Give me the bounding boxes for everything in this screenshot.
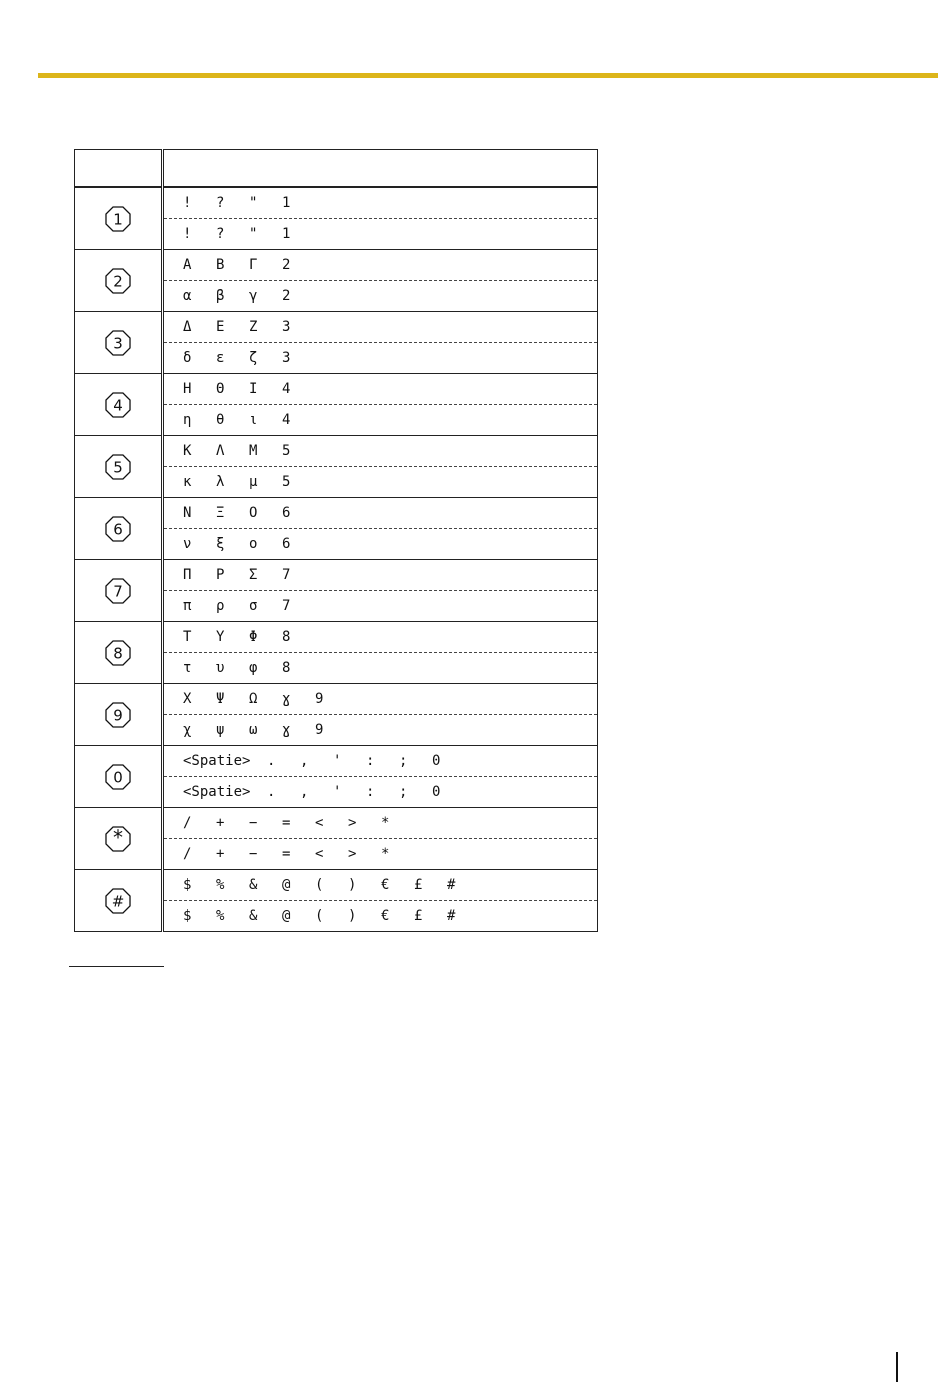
character: Ζ (249, 319, 258, 335)
character: 1 (282, 226, 291, 242)
character: Χ (183, 691, 192, 707)
character: μ (249, 474, 258, 490)
table-row (75, 560, 598, 622)
character: Ρ (216, 567, 225, 583)
character: φ (249, 660, 258, 676)
character: # (447, 877, 456, 893)
key-cell (75, 560, 163, 622)
character: 3 (282, 319, 291, 335)
page-edge-mark (896, 1352, 898, 1382)
key-4-icon (103, 390, 133, 420)
character: £ (414, 908, 423, 924)
character: 7 (282, 598, 291, 614)
characters-cell (163, 374, 598, 436)
lowercase-line (164, 529, 597, 559)
key-2-icon (103, 266, 133, 296)
character: ! (183, 195, 192, 211)
key-label: 5 (113, 458, 123, 476)
character: Η (183, 381, 192, 397)
character: υ (216, 660, 225, 676)
character: Τ (183, 629, 192, 645)
key-5-icon (103, 452, 133, 482)
key-label: 7 (113, 582, 123, 600)
character: ' (333, 784, 342, 800)
character: Β (216, 257, 225, 273)
character: − (249, 815, 258, 831)
table-row (75, 250, 598, 312)
character: ɣ (282, 722, 291, 738)
character: 9 (315, 722, 324, 738)
lowercase-line (164, 467, 597, 497)
key-label: 9 (113, 706, 123, 724)
character: = (282, 815, 291, 831)
lowercase-line (164, 901, 597, 931)
character: ν (183, 536, 192, 552)
character: Ν (183, 505, 192, 521)
character: € (381, 877, 390, 893)
header-accent-rule (38, 73, 938, 78)
characters-cell (163, 870, 598, 932)
character: : (366, 784, 375, 800)
characters-cell (163, 560, 598, 622)
character: > (348, 815, 357, 831)
character: ' (333, 753, 342, 769)
key-cell (75, 498, 163, 560)
character: % (216, 908, 225, 924)
character: + (216, 815, 225, 831)
table-row (75, 312, 598, 374)
character: < (315, 815, 324, 831)
character: η (183, 412, 192, 428)
character: δ (183, 350, 192, 366)
character: @ (282, 908, 291, 924)
character: Κ (183, 443, 192, 459)
key-cell (75, 684, 163, 746)
characters-cell (163, 746, 598, 808)
lowercase-line (164, 219, 597, 249)
character: α (183, 288, 192, 304)
character: % (216, 877, 225, 893)
character: 6 (282, 505, 291, 521)
character: ε (216, 350, 225, 366)
lowercase-line (164, 715, 597, 745)
character: Ξ (216, 505, 225, 521)
characters-column-header (163, 150, 598, 188)
characters-cell (163, 250, 598, 312)
character: τ (183, 660, 192, 676)
character: ; (399, 753, 408, 769)
character: > (348, 846, 357, 862)
key-label: 3 (113, 334, 123, 352)
table-row (75, 498, 598, 560)
character: γ (249, 288, 258, 304)
character: . (267, 753, 276, 769)
character: Φ (249, 629, 258, 645)
character: λ (216, 474, 225, 490)
character: Ι (249, 381, 258, 397)
character: 4 (282, 412, 291, 428)
character: 8 (282, 660, 291, 676)
character: ζ (249, 350, 258, 366)
character: ρ (216, 598, 225, 614)
characters-cell (163, 436, 598, 498)
table-body (75, 187, 598, 932)
key-cell (75, 870, 163, 932)
key-star-icon (103, 824, 133, 854)
uppercase-line (164, 374, 597, 405)
table-row (75, 746, 598, 808)
character: 0 (432, 753, 441, 769)
character: π (183, 598, 192, 614)
key-label: 8 (113, 644, 123, 662)
character: @ (282, 877, 291, 893)
key-cell (75, 187, 163, 250)
key-cell (75, 312, 163, 374)
uppercase-line (164, 312, 597, 343)
key-3-icon (103, 328, 133, 358)
key-cell (75, 808, 163, 870)
character: 5 (282, 443, 291, 459)
character: ι (249, 412, 258, 428)
character: £ (414, 877, 423, 893)
character: ) (348, 908, 357, 924)
key-6-icon (103, 514, 133, 544)
character: Γ (249, 257, 258, 273)
character: Δ (183, 319, 192, 335)
character: € (381, 908, 390, 924)
characters-cell (163, 312, 598, 374)
character: 6 (282, 536, 291, 552)
uppercase-line (164, 746, 597, 777)
table-row (75, 808, 598, 870)
key-label: * (113, 825, 123, 849)
lowercase-line (164, 281, 597, 311)
character: κ (183, 474, 192, 490)
character: / (183, 815, 192, 831)
key-label: 4 (113, 396, 123, 414)
character: ɣ (282, 691, 291, 707)
uppercase-line (164, 808, 597, 839)
key-label: 0 (113, 768, 123, 786)
key-label: # (111, 892, 125, 910)
character: ( (315, 908, 324, 924)
lowercase-line (164, 591, 597, 621)
character: 5 (282, 474, 291, 490)
key-hash-icon (103, 886, 133, 916)
lowercase-line (164, 839, 597, 869)
key-0-icon (103, 762, 133, 792)
character: " (249, 226, 258, 242)
character: / (183, 846, 192, 862)
character: Ψ (216, 691, 225, 707)
key-cell (75, 374, 163, 436)
character: θ (216, 412, 225, 428)
character: ? (216, 195, 225, 211)
lowercase-line (164, 343, 597, 373)
character: # (447, 908, 456, 924)
character: 1 (282, 195, 291, 211)
key-cell (75, 250, 163, 312)
key-cell (75, 622, 163, 684)
table-row (75, 684, 598, 746)
character: Θ (216, 381, 225, 397)
character: ψ (216, 722, 225, 738)
character: 3 (282, 350, 291, 366)
footnote-rule (69, 966, 164, 967)
character: 9 (315, 691, 324, 707)
character: , (300, 753, 309, 769)
character: ; (399, 784, 408, 800)
character: 7 (282, 567, 291, 583)
character: 0 (432, 784, 441, 800)
character: . (267, 784, 276, 800)
character: 8 (282, 629, 291, 645)
character: Λ (216, 443, 225, 459)
key-column-header (75, 150, 163, 188)
characters-cell (163, 808, 598, 870)
character: $ (183, 877, 192, 893)
character: : (366, 753, 375, 769)
key-1-icon (103, 204, 133, 234)
uppercase-line (164, 250, 597, 281)
character: & (249, 877, 258, 893)
character: ! (183, 226, 192, 242)
character: Ε (216, 319, 225, 335)
character: * (381, 846, 390, 862)
character: , (300, 784, 309, 800)
character: ( (315, 877, 324, 893)
uppercase-line (164, 684, 597, 715)
lowercase-line (164, 653, 597, 683)
table-row (75, 374, 598, 436)
character: Μ (249, 443, 258, 459)
uppercase-line (164, 870, 597, 901)
table-header-row (75, 150, 598, 188)
character: & (249, 908, 258, 924)
lowercase-line (164, 405, 597, 435)
key-7-icon (103, 576, 133, 606)
table-row (75, 870, 598, 932)
character: 4 (282, 381, 291, 397)
character: $ (183, 908, 192, 924)
character: − (249, 846, 258, 862)
character: ω (249, 722, 258, 738)
character: ? (216, 226, 225, 242)
character: + (216, 846, 225, 862)
key-label: 2 (113, 272, 123, 290)
uppercase-line (164, 498, 597, 529)
character: ξ (216, 536, 225, 552)
characters-cell (163, 684, 598, 746)
characters-cell (163, 622, 598, 684)
character: β (216, 288, 225, 304)
character: χ (183, 722, 192, 738)
uppercase-line (164, 436, 597, 467)
character: * (381, 815, 390, 831)
uppercase-line (164, 622, 597, 653)
key-label: 1 (113, 210, 123, 228)
character: 2 (282, 288, 291, 304)
character: Ο (249, 505, 258, 521)
character: Υ (216, 629, 225, 645)
table-row (75, 622, 598, 684)
character: 2 (282, 257, 291, 273)
character: ο (249, 536, 258, 552)
character: σ (249, 598, 258, 614)
key-cell (75, 746, 163, 808)
key-9-icon (103, 700, 133, 730)
character: Σ (249, 567, 258, 583)
character: Ω (249, 691, 258, 707)
lowercase-line (164, 777, 597, 807)
key-8-icon (103, 638, 133, 668)
table-row (75, 187, 598, 250)
characters-cell (163, 498, 598, 560)
character: Π (183, 567, 192, 583)
uppercase-line (164, 560, 597, 591)
character: Α (183, 257, 192, 273)
table-row (75, 436, 598, 498)
uppercase-line (164, 188, 597, 219)
character-table (74, 149, 598, 932)
characters-cell (163, 187, 598, 250)
character: " (249, 195, 258, 211)
character: = (282, 846, 291, 862)
character: <Spatie> (183, 753, 251, 769)
key-label: 6 (113, 520, 123, 538)
character: < (315, 846, 324, 862)
character: ) (348, 877, 357, 893)
key-cell (75, 436, 163, 498)
character: <Spatie> (183, 784, 251, 800)
